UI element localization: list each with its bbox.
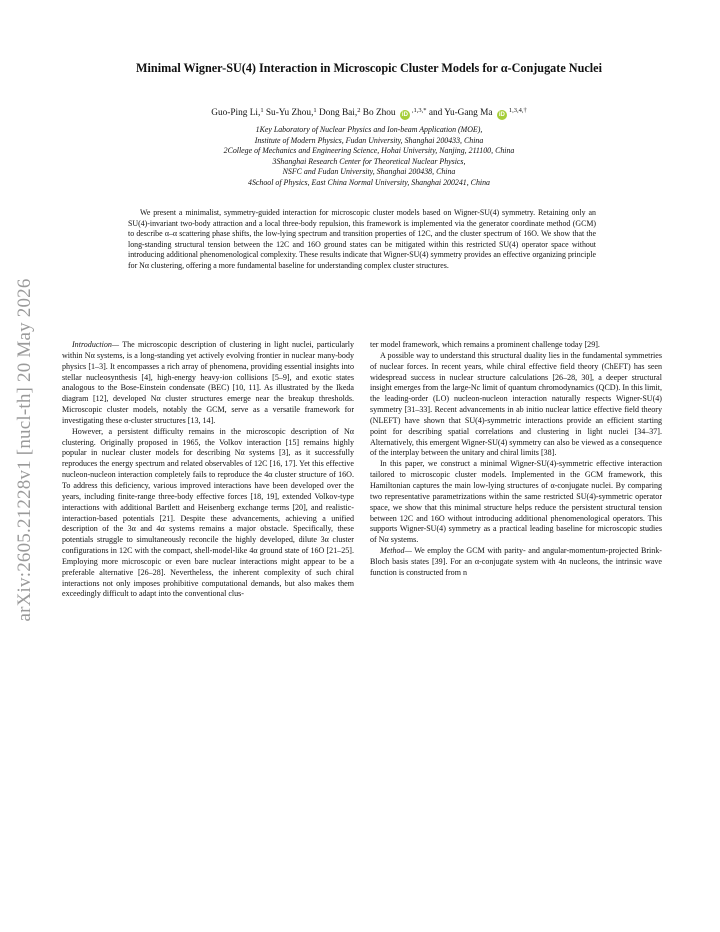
affiliation-line: 3Shanghai Research Center for Theoretical Nuclear Physics, xyxy=(272,156,466,166)
paper-title: Minimal Wigner-SU(4) Interaction in Microscopic Cluster Models for α-Conjugate Nuclei xyxy=(136,61,602,75)
affiliations xyxy=(80,125,658,189)
author-affil-mark: 2 xyxy=(357,107,361,114)
paragraph-text: We employ the GCM with parity- and angular-momentum-projected Brink-Bloch basis states [39]. For an α-conjugate system with 4n nucleons, the intrinsic wave function is constructed from n xyxy=(370,546,662,577)
author-name: Guo-Ping Li, xyxy=(211,108,261,118)
author-affil-mark: 1,3,4,† xyxy=(508,107,527,114)
affiliation-line: 4School of Physics, East China Normal University, Shanghai 200241, China xyxy=(248,177,490,187)
arxiv-identifier: arXiv:2605.21228v1 [nucl-th] 20 May 2026 xyxy=(14,278,35,622)
paragraph: In this paper, we construct a minimal Wigner-SU(4)-symmetric effective interaction tailored to microscopic cluster models. Implemented in the GCM framework, this Hamiltonian captures the main low-lying structures of α-conjugate nuclei. By comparing two representative parametrizations within the same restricted SU(4)-symmetric operator space, we show that this minimal structure helps reduce the persistent structural tension between 12C and 16O without introducing additional phenomenological operators. This supports Wigner-SU(4) symmetry as a practical leading baseline for microscopic studies of Nα systems. xyxy=(370,459,662,545)
paragraph: ter model framework, which remains a prominent challenge today [29]. xyxy=(370,340,600,349)
orcid-icon[interactable]: iD xyxy=(498,112,505,118)
author-name: Dong Bai, xyxy=(316,108,358,118)
author-name: and Yu-Gang Ma xyxy=(426,108,493,118)
paragraph-text: The microscopic description of clustering in light nuclei, particularly within Nα systems, is a long-standing yet actively evolving frontier in nuclear many-body physics [1–3]. It encompasses a rich array of phenomena, providing essential insights into stellar nucleosynthesis [4], high-energy heavy-ion collisions [5–9], and exotic states analogous to the Bose-Einstein condensate (BEC) [10, 11]. As illustrated by the Ikeda diagram [12], developed Nα cluster structures emerge near the breakup thresholds. Microscopic cluster models, notably the GCM, serve as a versatile framework for investigating these α-cluster structures [13, 14]. xyxy=(62,340,354,425)
author-name: Su-Yu Zhou, xyxy=(263,108,314,118)
body-column-left xyxy=(62,340,354,600)
affiliation-line: 1Key Laboratory of Nuclear Physics and Ion-beam Application (MOE), xyxy=(255,125,483,134)
author-affil-mark: 1 xyxy=(313,107,317,114)
affiliation-line: 2College of Mechanics and Engineering Science, Hohai University, Nanjing, 211100, China xyxy=(223,146,515,156)
body-column-right xyxy=(370,340,662,579)
paragraph xyxy=(62,340,354,427)
section-runin: Introduction— xyxy=(72,340,120,349)
paragraph xyxy=(370,546,662,579)
section-runin: Method— xyxy=(380,546,412,556)
author-affil-mark: 1 xyxy=(260,107,264,114)
author-list xyxy=(80,107,658,120)
affiliation-line: NSFC and Fudan University, Shanghai 200438, China xyxy=(282,167,456,177)
arxiv-sidebar xyxy=(10,240,40,660)
orcid-icon[interactable]: iD xyxy=(401,112,408,118)
affiliation-line: Institute of Modern Physics, Fudan University, Shanghai 200433, China xyxy=(254,135,484,145)
author-affil-mark: ,1,3,* xyxy=(411,107,427,114)
paragraph: A possible way to understand this structural duality lies in the fundamental symmetries of nuclear forces. In recent years, while chiral effective field theory (ChEFT) has seen widespread success in nuclear structure calculations [26–28, 30], a deeper structural insight emerges from the large-Nc limit of quantum chromodynamics (QCD). In this limit, the leading-order (LO) nucleon-nucleon interaction naturally respects Wigner-SU(4) symmetry [31–33]. Recent advancements in ab initio nuclear lattice effective field theory (NLEFT) have shown that SU(4)-symmetric interactions provide an efficient starting point for describing spatial correlations and clustering in light nuclei [34–37]. Alternatively, this emergent Wigner-SU(4) symmetry can also be viewed as a consequence of the interplay between the unitary and chiral limits [38]. xyxy=(370,350,662,458)
paragraph: However, a persistent difficulty remains in the microscopic description of Nα clustering. Originally proposed in 1965, the Volkov interaction [15] remains highly popular in nuclear cluster models for describing Nα systems [3], as it successfully reproduces the energy spectrum and related observables of 12C [16, 17]. Yet this effective nucleon-nucleon interaction completely fails to reproduce the 4α cluster structure of 16O. To address this deficiency, various improved interactions have been developed over the years, including finite-range three-body effective forces [18, 19], extended Volkov-type interactions with additional Bartlett and Heisenberg exchange terms [20], and realistic-interaction-based potentials [21]. Despite these advancements, achieving a unified description of the 3α and 4α systems remains a major obstacle. Specifically, these potentials struggle to simultaneously reconcile the highly developed, dilute 3α cluster configurations in 12C with the compact, shell-model-like 4α ground state of 16O [21–25]. Employing more microscopic or even bare nuclear interactions might appear to be a preferable alternative [26–28]. Nevertheless, the inherent complexity of such chiral interactions not only imposes prohibitive computational demands, but also makes them exceedingly difficult to adapt into the conventional clus- xyxy=(62,426,354,599)
author-name: Bo Zhou xyxy=(360,108,396,118)
abstract: We present a minimalist, symmetry-guided interaction for microscopic cluster models based on Wigner-SU(4) symmetry. Retaining only an SU(4)-invariant two-body attraction and a local three-body repulsion, this framework is implemented via the generator coordinate method (GCM) to describe α–α scattering phase shifts, the low-lying spectrum and transition properties of 12C, and the cluster spectrum of 16O. We show that the long-standing structural tension between the 12C and 16O ground states can be mitigated within this restricted SU(4) operator space without introducing additional phenomenological complexity. These results indicate that Wigner-SU(4) symmetry provides an effective organizing principle for Nα clustering, offering a more fundamental baseline for understanding complex cluster structures. xyxy=(128,208,596,270)
